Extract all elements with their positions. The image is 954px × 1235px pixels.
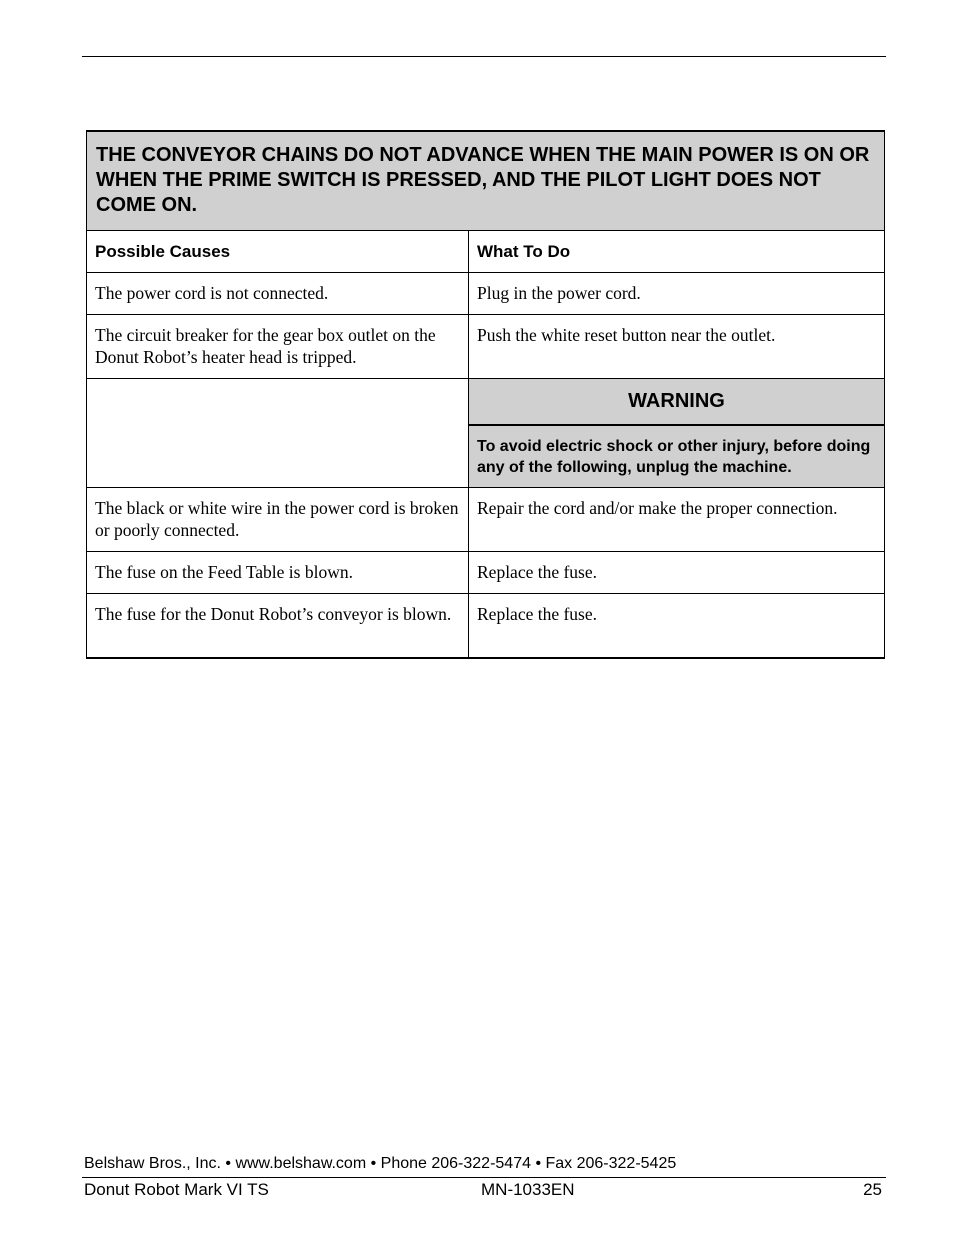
- todo-cell: Replace the fuse.: [469, 552, 885, 594]
- problem-title: THE CONVEYOR CHAINS DO NOT ADVANCE WHEN THE MAIN POWER IS ON OR WHEN THE PRIME SWITCH IS PRESSED, AND THE PILOT LIGHT DOES NOT COME ON.: [87, 131, 885, 231]
- footer-product: Donut Robot Mark VI TS: [84, 1180, 269, 1199]
- causes-header: Possible Causes: [87, 231, 469, 273]
- warning-title: WARNING: [469, 379, 884, 426]
- cause-cell: The fuse on the Feed Table is blown.: [87, 552, 469, 594]
- table-row: [87, 488, 885, 552]
- todo-cell: Replace the fuse.: [469, 594, 885, 658]
- cause-cell: The black or white wire in the power cord is broken or poorly connected.: [87, 488, 469, 552]
- todo-header: What To Do: [469, 231, 885, 273]
- footer-contact: Belshaw Bros., Inc. • www.belshaw.com • Phone 206-322-5474 • Fax 206-322-5425: [84, 1155, 677, 1172]
- todo-cell: Repair the cord and/or make the proper connection.: [469, 488, 885, 552]
- footer-doc-number: MN-1033EN: [481, 1180, 575, 1199]
- table-row: [87, 552, 885, 594]
- warning-row: [87, 379, 885, 488]
- footer-rule: [82, 1177, 886, 1178]
- table-row: [87, 273, 885, 315]
- todo-cell: Plug in the power cord.: [469, 273, 885, 315]
- empty-cause-cell: [87, 379, 469, 488]
- todo-cell: Push the white reset button near the outlet.: [469, 315, 885, 379]
- table-row: [87, 315, 885, 379]
- table-row: [87, 594, 885, 658]
- cause-cell: The circuit breaker for the gear box outlet on the Donut Robot’s heater head is tripped.: [87, 315, 469, 379]
- cause-cell: The power cord is not connected.: [87, 273, 469, 315]
- troubleshooting-table: [86, 130, 885, 659]
- column-header-row: [87, 231, 885, 273]
- warning-box: [469, 379, 885, 488]
- warning-text: To avoid electric shock or other injury, before doing any of the following, unplug the machine.: [469, 426, 884, 487]
- cause-cell: The fuse for the Donut Robot’s conveyor is blown.: [87, 594, 469, 658]
- problem-row: [87, 131, 885, 231]
- header-rule: [82, 56, 886, 57]
- page-number: 25: [863, 1180, 882, 1199]
